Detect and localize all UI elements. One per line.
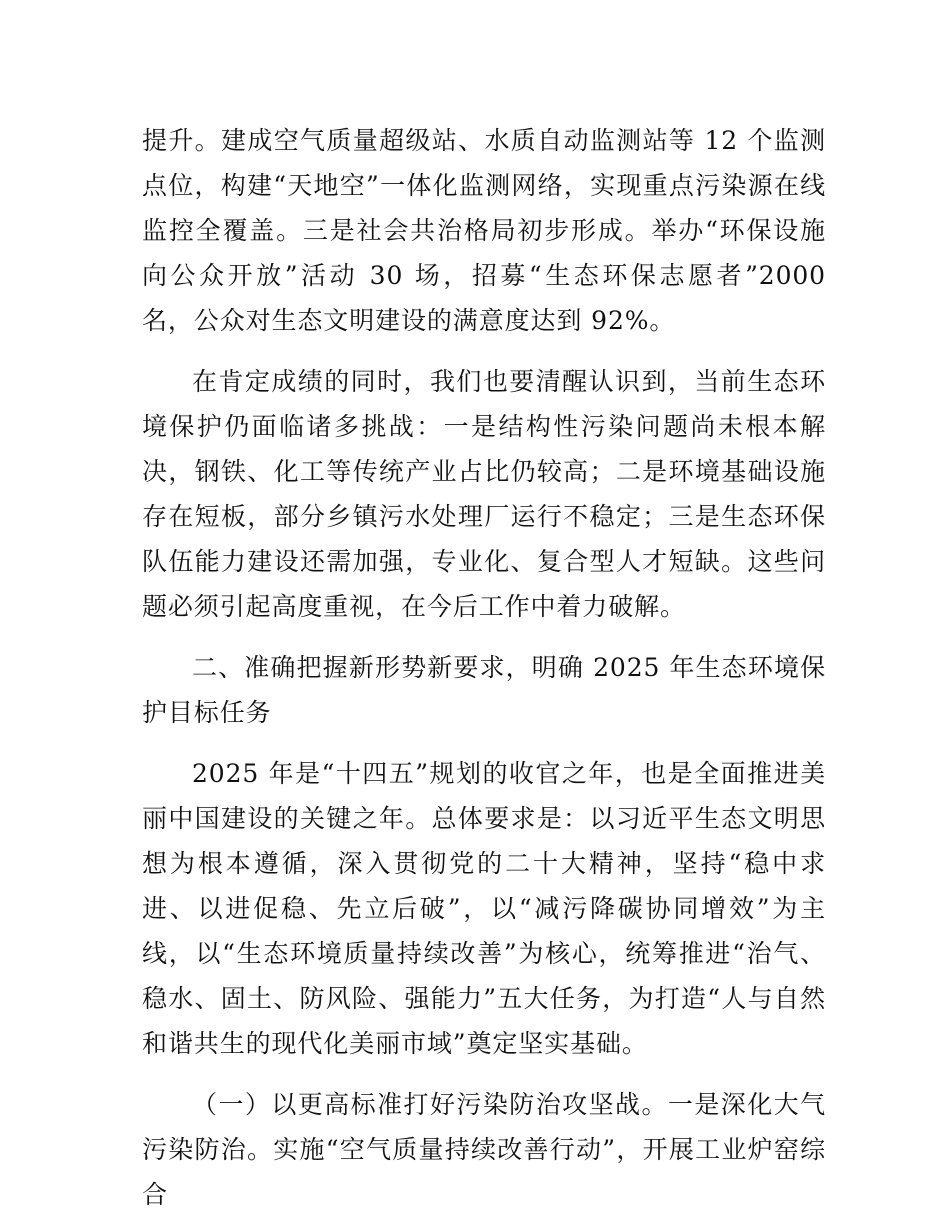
paragraph-overall-requirements: 2025 年是“十四五”规划的收官之年，也是全面推进美丽中国建设的关键之年。总体要求是：以习近平生态文明思想为根本遵循，深入贯彻党的二十大精神，坚持“稳中求进、以进促稳、先立后破”，以“减污降碳协同增效”为主线，以“生态环境质量持续改善”为核心，统筹推进“治气、稳水、固土、防风险、强能力”五大任务，为打造“人与自然和谐共生的现代化美丽市域”奠定坚实基础。 <box>142 759 826 1058</box>
paragraph-challenges: 在肯定成绩的同时，我们也要清醒认识到，当前生态环境保护仍面临诸多挑战：一是结构性污染问题尚未根本解决，钢铁、化工等传统产业占比仍较高；二是环境基础设施存在短板，部分乡镇污水处理厂运行不稳定；三是生态环保队伍能力建设还需加强，专业化、复合型人才短缺。这些问题必须引起高度重视，在今后工作中着力破解。 <box>142 367 826 621</box>
paragraph-achievements-continued: 提升。建成空气质量超级站、水质自动监测站等 12 个监测点位，构建“天地空”一体化监测网络，实现重点污染源在线监控全覆盖。三是社会共治格局初步形成。举办“环保设施向公众开放”活动 30 场，招募“生态环保志愿者”2000 名，公众对生态文明建设的满意度达到 92%。 <box>142 126 826 335</box>
document-body <box>142 118 826 1217</box>
paragraph-pollution-control: （一）以更高标准打好污染防治攻坚战。一是深化大气污染防治。实施“空气质量持续改善行动”，开展工业炉窑综合 <box>142 1090 826 1209</box>
section-heading-2: 二、准确把握新形势新要求，明确 2025 年生态环境保护目标任务 <box>142 653 826 727</box>
